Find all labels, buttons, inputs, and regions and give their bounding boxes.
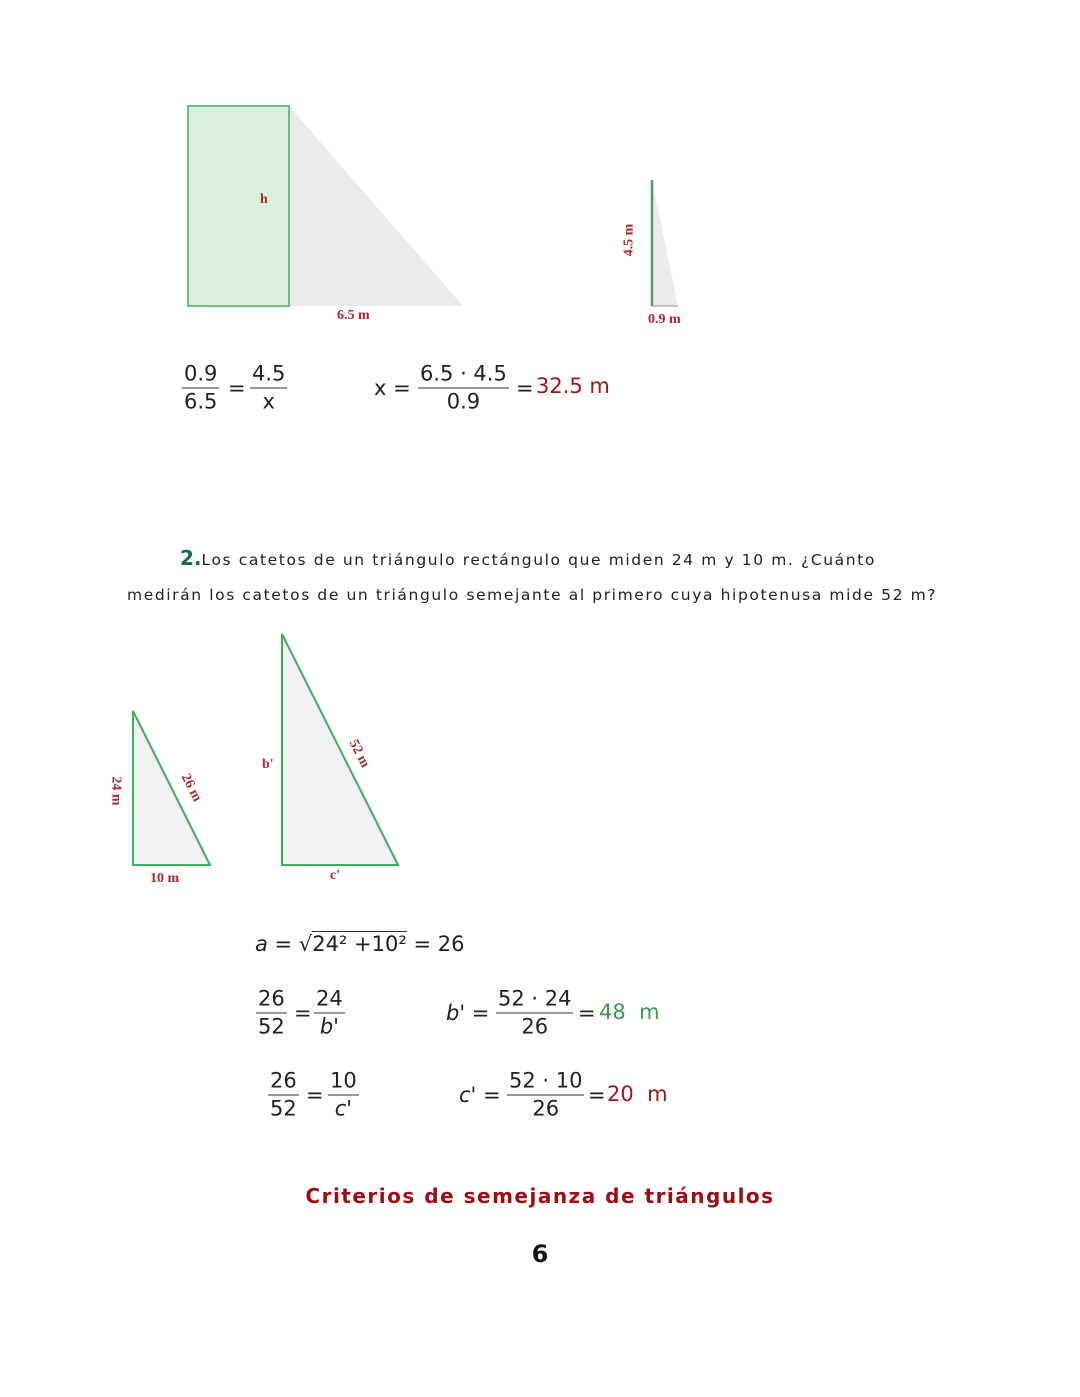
big-base-label: c' <box>330 868 341 883</box>
denominator: x <box>262 389 275 414</box>
numerator: 52 · 10 <box>507 1068 584 1096</box>
denominator: 6.5 <box>184 389 218 414</box>
fraction <box>496 986 573 1041</box>
x-lhs: x = <box>374 376 411 400</box>
sqrt-content: 24² +10² <box>312 932 407 956</box>
numerator: 0.9 <box>182 361 219 389</box>
stick-shadow-label: 0.9 m <box>648 312 681 327</box>
large-right-triangle <box>282 634 398 865</box>
equals: = <box>294 1001 312 1025</box>
fraction <box>418 361 509 416</box>
fraction <box>250 361 287 416</box>
small-base-label: 10 m <box>150 871 180 886</box>
numerator: 24 <box>314 986 345 1014</box>
denominator: b' <box>319 1014 339 1039</box>
equals: = <box>228 376 246 400</box>
equals: = <box>588 1083 606 1107</box>
shadow-triangle-large <box>289 106 463 306</box>
result-32-5: 32.5 m <box>536 374 610 398</box>
stick-height-label: 4.5 m <box>621 223 637 257</box>
problem-line-1 <box>180 546 876 570</box>
fraction <box>507 1068 584 1123</box>
page-number: 6 <box>531 1240 549 1268</box>
c-result: 20 m <box>607 1082 668 1106</box>
numerator: 6.5 · 4.5 <box>418 361 509 389</box>
fraction <box>256 986 287 1041</box>
a-lhs: a = √24² +10² = 26 <box>255 932 465 956</box>
equals: = <box>578 1001 596 1025</box>
denominator: 52 <box>258 1014 285 1039</box>
problem-number: 2. <box>180 546 202 570</box>
big-hyp-label: 52 m <box>345 737 373 771</box>
numerator: 52 · 24 <box>496 986 573 1014</box>
numerator: 4.5 <box>250 361 287 389</box>
denominator: 26 <box>521 1014 549 1039</box>
numerator: 26 <box>268 1068 299 1096</box>
small-leg-label: 24 m <box>108 776 124 806</box>
b-result: 48 m <box>599 1000 660 1024</box>
denominator: c' <box>334 1096 353 1121</box>
denominator: 52 <box>270 1096 297 1121</box>
fraction <box>328 1068 359 1123</box>
denominator: 0.9 <box>446 389 481 414</box>
a-result: = 26 <box>413 932 465 956</box>
numerator: 10 <box>328 1068 359 1096</box>
c-lhs: c' = <box>459 1083 501 1107</box>
fraction <box>182 361 219 416</box>
fraction <box>268 1068 299 1123</box>
equals: = <box>306 1083 324 1107</box>
a-lhs-text: a = <box>255 932 293 956</box>
problem-line-2: medirán los catetos de un triángulo semejante al primero cuya hipotenusa mide 52 m? <box>127 586 938 604</box>
h-label: h <box>260 192 268 207</box>
problem-text: Los catetos de un triángulo rectángulo que miden 24 m y 10 m. ¿Cuánto <box>201 551 876 569</box>
denominator: 26 <box>532 1096 560 1121</box>
shadow-triangle-small <box>652 180 678 306</box>
equals: = <box>516 376 534 400</box>
numerator: 26 <box>256 986 287 1014</box>
big-leg-label: b' <box>262 757 274 772</box>
small-hyp-label: 26 m <box>177 771 205 805</box>
base-label: 6.5 m <box>337 308 370 323</box>
b-lhs: b' = <box>446 1001 490 1025</box>
section-title: Criterios de semejanza de triángulos <box>305 1184 775 1208</box>
fraction <box>314 986 345 1041</box>
building-rectangle <box>188 106 289 306</box>
